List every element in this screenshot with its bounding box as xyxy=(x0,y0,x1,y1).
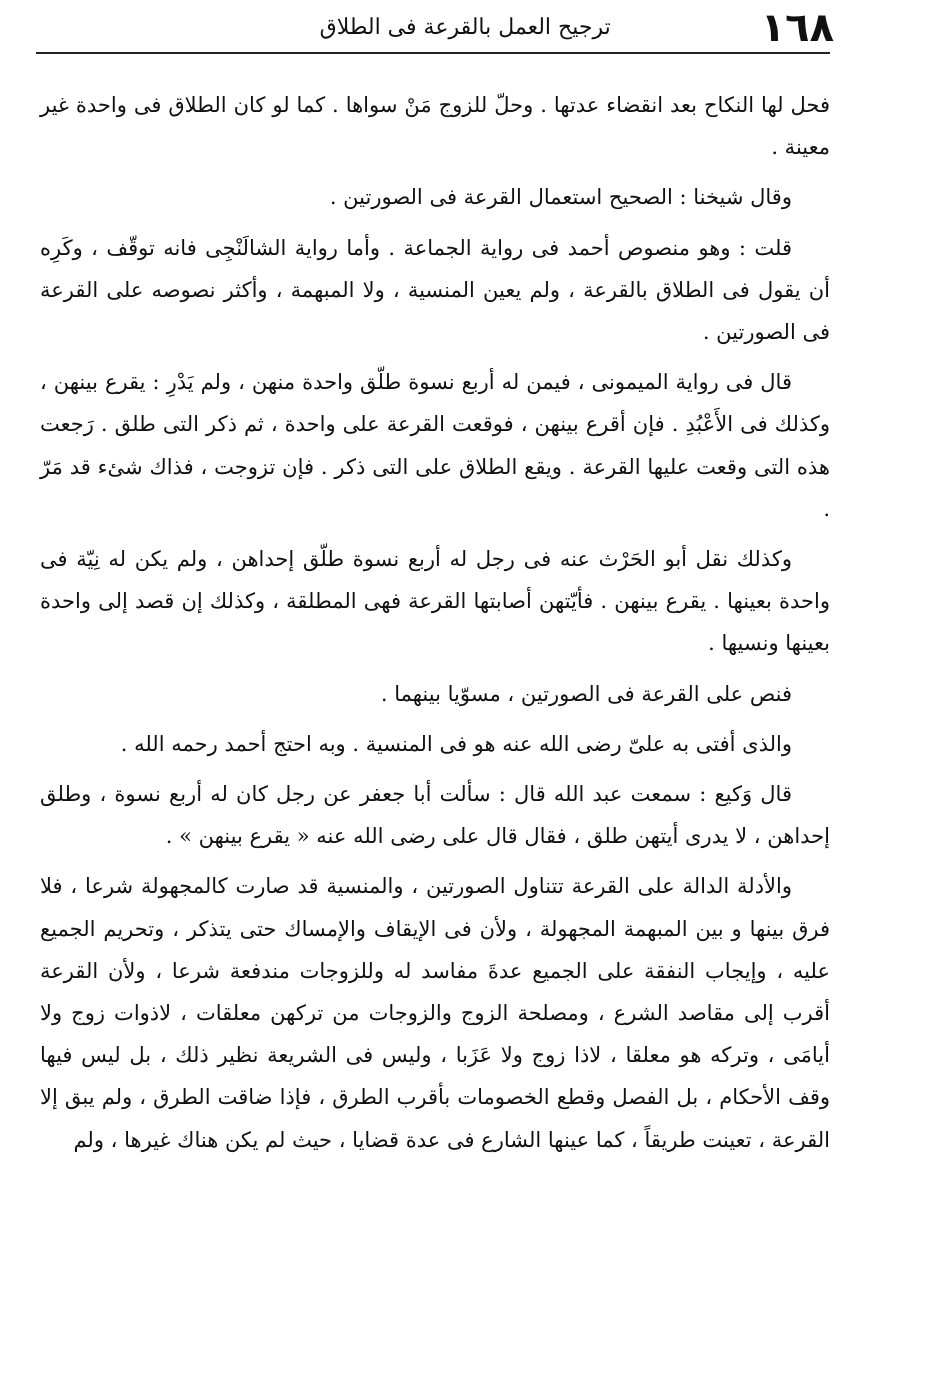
page-number: ١٦٨ xyxy=(760,5,834,51)
paragraph: والأدلة الدالة على القرعة تتناول الصورتين ، والمنسية قد صارت كالمجهولة شرعا ، فلا فرق بينها و بين المبهمة المجهولة ، ولأن فى الإيقاف والإمساك حتى يتذكر ، وتحريم الجميع عليه ، وإيجاب النفقة على الجميع عدةَ مفاسد له وللزوجات مندفعة شرعا ، ولأن القرعة أقرب إلى مقاصد الشرع ، ومصلحة الزوج والزوجات من تركهن معلقات ، لاذوات زوج ولا أيامَى ، وتركه هو معلقا ، لاذا زوج ولا عَزَبا ، وليس فى الشريعة نظير ذلك ، بل ليس فيها وقف الأحكام ، بل الفصل وقطع الخصومات بأقرب الطرق ، فإذا ضاقت الطرق ، ولم يبق إلا القرعة ، تعينت طريقاً ، كما عينها الشارع فى عدة قضايا ، حيث لم يكن هناك غيرها ، ولم xyxy=(40,874,830,1152)
body-text xyxy=(40,84,830,1161)
page-header xyxy=(36,6,834,50)
paragraph: والذى أفتى به علىّ رضى الله عنه هو فى المنسية . وبه احتج أحمد رحمه الله . xyxy=(120,731,792,756)
running-title: ترجيح العمل بالقرعة فى الطلاق xyxy=(319,15,611,40)
paragraph: فحل لها النكاح بعد انقضاء عدتها . وحلّ للزوج مَنْ سواها . كما لو كان الطلاق فى واحدة غير معينة . xyxy=(40,93,830,160)
paragraph: قال فى رواية الميمونى ، فيمن له أربع نسوة طلّق واحدة منهن ، ولم يَدْرِ : يقرع بينهن ، وكذلك فى الأَعْبُدِ . فإن أقرع بينهن ، فوقعت القرعة على واحدة ، ثم ذكر التى طلق . رَجعت هذه التى وقعت عليها القرعة . ويقع الطلاق على التى ذكر . فإن تزوجت ، فذاك شئء قد مَرّ . xyxy=(40,370,830,521)
paragraph: وقال شيخنا : الصحيح استعمال القرعة فى الصورتين . xyxy=(329,185,792,210)
paragraph: وكذلك نقل أبو الحَرْث عنه فى رجل له أربع نسوة طلّق إحداهن ، ولم يكن له نِيّة فى واحدة بعينها . يقرع بينهن . فأيّتهن أصابتها القرعة فهى المطلقة ، وكذلك إن قصد إلى واحدة بعينها ونسيها . xyxy=(40,547,830,656)
paragraph: قلت : وهو منصوص أحمد فى رواية الجماعة . وأما رواية الشالَنْجِى فانه توقّف ، وكَرِه أن يقول فى الطلاق بالقرعة ، ولم يعين المنسية ، ولا المبهمة ، وأكثر نصوصه على القرعة فى الصورتين . xyxy=(40,235,830,345)
paragraph: فنص على القرعة فى الصورتين ، مسوّيا بينهما . xyxy=(380,681,792,706)
header-rule xyxy=(36,52,830,54)
paragraph: قال وَكيع : سمعت عبد الله قال : سألت أبا جعفر عن رجل كان له أربع نسوة ، وطلق إحداهن ، لا يدرى أيتهن طلق ، فقال قال على رضى الله عنه « يقرع بينهن » . xyxy=(40,782,830,849)
